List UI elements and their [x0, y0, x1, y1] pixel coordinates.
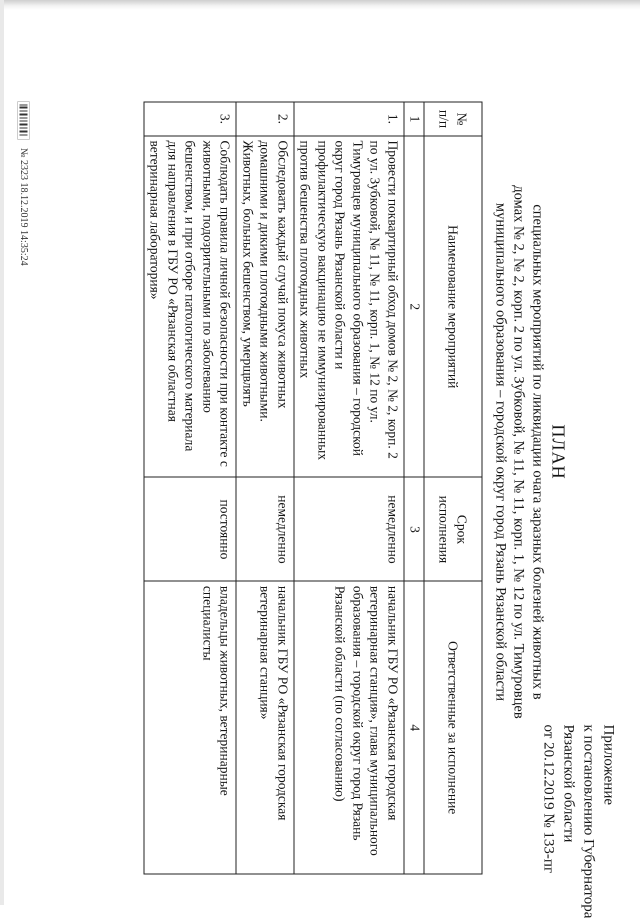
header-term: Срок исполнения — [424, 477, 482, 581]
row-responsible: начальник ГБУ РО «Рязанская городская ветеринарная станция» — [237, 581, 295, 874]
header-action: Наименование мероприятий — [424, 136, 482, 478]
stamp-text: № 2323 18.12.2019 14:35:24 — [18, 148, 29, 266]
row-number: 2. — [237, 102, 295, 136]
header-number: № п/п — [424, 102, 482, 136]
column-number-row — [404, 102, 424, 874]
document-page — [1, 0, 640, 905]
table-row — [237, 102, 295, 874]
header-responsible: Ответственные за исполнение — [424, 581, 482, 874]
row-term: немедленно — [237, 477, 295, 581]
row-action: Обследовать каждый случай покуса животных домашними и дикими плотоядными животными. Животных, больных бешенством, умерщвлять — [237, 136, 295, 478]
appendix-line: Рязанской области — [559, 725, 579, 918]
plan-table — [144, 102, 483, 875]
registration-stamp — [18, 102, 30, 266]
appendix-line: Приложение — [599, 725, 619, 918]
row-number: 3. — [144, 102, 237, 136]
row-term: немедленно — [294, 477, 404, 581]
table-row — [144, 102, 237, 874]
appendix-line: к постановлению Губернатора — [579, 725, 599, 918]
plan-subtitle-line: специальных мероприятий по ликвидации очага заразных болезней животных в — [528, 95, 547, 810]
plan-title: ПЛАН — [548, 0, 569, 905]
row-action: Соблюдать правила личной безопасности при контакте с животными, подозрительными по заболеванию бешенством, и при отборе патологического материала для направления в ГБУ РО «Рязанская областная ветеринарная лаборатория» — [144, 136, 237, 478]
row-number: 1. — [294, 102, 404, 136]
column-number: 3 — [404, 477, 424, 581]
plan-subtitle-line: домах № 2, № 2, корп. 2 по ул. Зубковой, № 11, № 11, корп. 1, № 12 по ул. Тимуровцев — [510, 95, 529, 810]
plan-subtitle — [491, 95, 547, 810]
table-header-row — [424, 102, 482, 874]
row-action: Провести поквартирный обход домов № 2, № 2, корп. 2 по ул. Зубковой, № 11, № 11, корп. 1, № 12 по ул. Тимуровцев муниципального образования – городской округ город Рязань Рязанской области и профилактическую вакцинацию не иммунизированных против бешенства плотоядных животных — [294, 136, 404, 478]
appendix-line: от 20.12.2019 № 133-пг — [539, 725, 559, 918]
row-responsible: начальник ГБУ РО «Рязанская городская ветеринарная станция», глава муниципального образования – городской округ город Рязань Рязанской области (по согласованию) — [294, 581, 404, 874]
plan-subtitle-line: муниципального образования – городской округ город Рязань Рязанской области — [491, 95, 510, 810]
row-responsible: владельцы животных, ветеринарные специалисты — [144, 581, 237, 874]
column-number: 4 — [404, 581, 424, 874]
column-number: 2 — [404, 136, 424, 478]
row-term: постоянно — [144, 477, 237, 581]
barcode-icon — [18, 102, 30, 140]
table-row — [294, 102, 404, 874]
column-number: 1 — [404, 102, 424, 136]
